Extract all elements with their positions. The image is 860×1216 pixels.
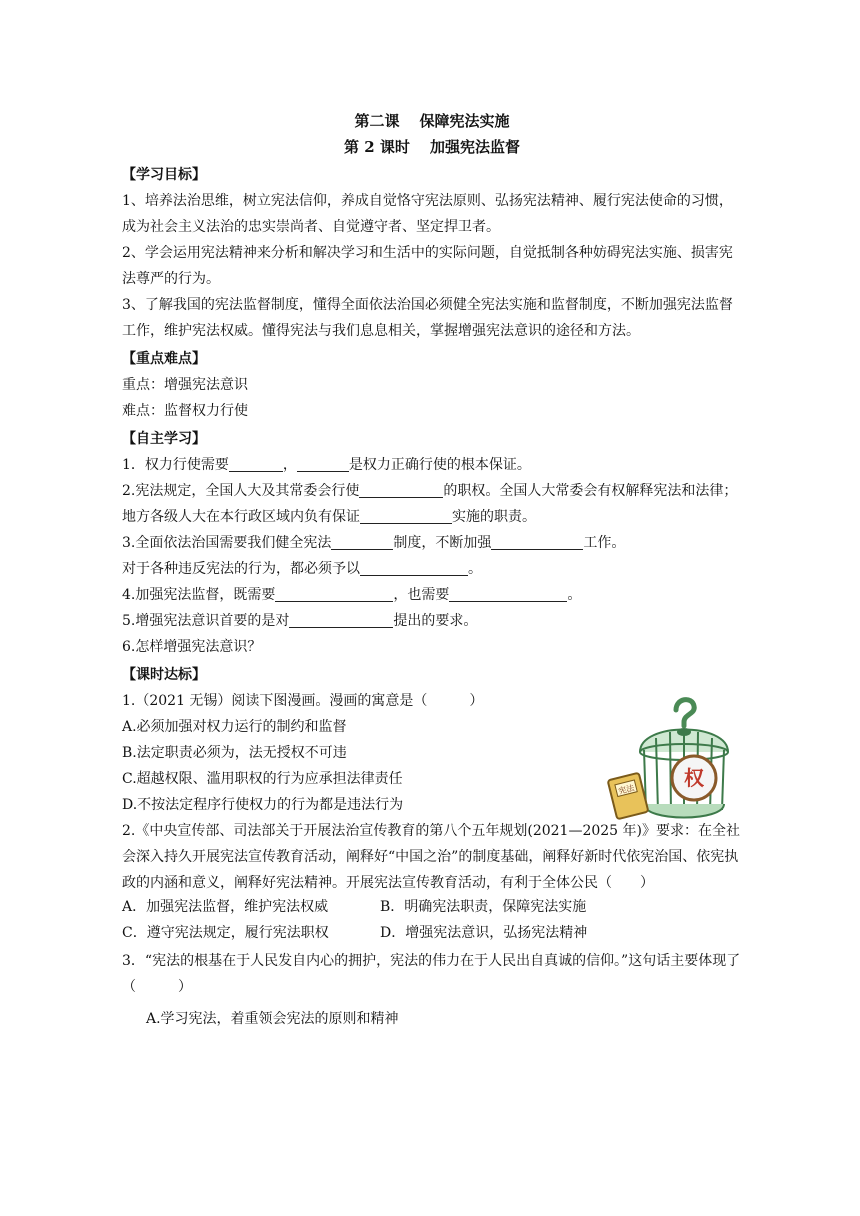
option-a: A.学习宪法，着重领会宪法的原则和精神 — [146, 1011, 399, 1027]
option-d: D．增强宪法意识，弘扬宪法精神 — [380, 925, 588, 941]
cage-book-text: 宪法 — [617, 783, 636, 796]
period-title-b: 加强宪法监督 — [429, 138, 520, 156]
answer-blank[interactable] — [491, 533, 583, 550]
keypoints-heading: 【重点难点】 — [122, 351, 206, 367]
period-title-a: 第 2 课时 — [344, 138, 410, 156]
practice-q2 — [122, 818, 742, 942]
birdcage-cartoon-icon — [588, 692, 738, 822]
question-stem: 2.《中央宣传部、司法部关于开展法治宣传教育的第八个五年规划(2021—2025 年)》要求：在全社会深入持久开展宪法宣传教育活动，阐释好“中国之治”的制度基础，阐释好新时代依宪治国、依宪执政的内涵和意义，阐释好宪法精神。开展宪法宣传教育活动，有利于全体公民（ ） — [122, 823, 740, 891]
answer-blank[interactable] — [360, 559, 468, 576]
answer-blank[interactable] — [360, 507, 452, 524]
goal-item: 3、了解我国的宪法监督制度，懂得全面依法治国必须健全宪法实施和监督制度，不断加强宪法监督工作，维护宪法权威。懂得宪法与我们息息相关，掌握增强宪法意识的途径和方法。 — [122, 297, 733, 339]
option-d: D.不按法定程序行使权力的行为都是违法行为 — [122, 797, 404, 813]
option-row — [122, 896, 742, 916]
answer-blank[interactable] — [289, 611, 393, 628]
answer-blank[interactable] — [297, 455, 349, 472]
option-a: A．加强宪法监督，维护宪法权威 — [122, 899, 329, 915]
option-c: C.超越权限、滥用职权的行为应承担法律责任 — [122, 771, 403, 787]
answer-blank[interactable] — [229, 455, 283, 472]
goal-item: 1、培养法治思维，树立宪法信仰，养成自觉恪守宪法原则、弘扬宪法精神、履行宪法使命的习惯，成为社会主义法治的忠实崇尚者、自觉遵守者、坚定捍卫者。 — [122, 193, 733, 235]
option-b: B．明确宪法职责，保障宪法实施 — [380, 899, 587, 915]
focus-point: 重点：增强宪法意识 — [122, 377, 248, 393]
practice-q1 — [122, 688, 742, 818]
answer-blank[interactable] — [449, 585, 567, 602]
self-study-q4: 4.加强宪法监督，既需要 ，也需要 。 — [122, 587, 582, 603]
goal-item: 2、学会运用宪法精神来分析和解决学习和生活中的实际问题，自觉抵制各种妨碍宪法实施、损害宪法尊严的行为。 — [122, 245, 733, 287]
self-study-q2: 2.宪法规定，全国人大及其常委会行使 的职权。全国人大常委会有权解释宪法和法律；地方各级人大在本行政区域内负有保证 实施的职责。 — [122, 483, 738, 525]
option-row — [122, 922, 742, 942]
question-stem: 1.（2021 无锡）阅读下图漫画。漫画的寓意是（ ） — [122, 693, 484, 709]
lesson-title-a: 第二课 — [354, 112, 400, 130]
answer-blank[interactable] — [331, 533, 393, 550]
practice-q3 — [122, 948, 742, 1032]
self-study-q3-cont: 对于各种违反宪法的行为，都必须予以 。 — [122, 561, 482, 577]
period-title — [122, 134, 742, 160]
document-content — [122, 108, 742, 1032]
difficulty-point: 难点：监督权力行使 — [122, 403, 248, 419]
self-study-q5: 5.增强宪法意识首要的是对 提出的要求。 — [122, 613, 478, 629]
practice-heading: 【课时达标】 — [122, 667, 206, 683]
answer-blank[interactable] — [275, 585, 393, 602]
answer-blank[interactable] — [359, 481, 443, 498]
option-c: C．遵守宪法规定，履行宪法职权 — [122, 925, 329, 941]
lesson-title — [122, 108, 742, 134]
self-study-q6: 6.怎样增强宪法意识？ — [122, 639, 262, 655]
cage-sign-text: 权 — [684, 766, 704, 790]
self-study-q1: 1．权力行使需要 ， 是权力正确行使的根本保证。 — [122, 457, 531, 473]
self-study-q3: 3.全面依法治国需要我们健全宪法 制度，不断加强 工作。 — [122, 535, 626, 551]
option-b: B.法定职责必须为，法无授权不可违 — [122, 745, 347, 761]
goals-heading: 【学习目标】 — [122, 167, 206, 183]
option-a: A.必须加强对权力运行的制约和监督 — [122, 719, 347, 735]
lesson-title-b: 保障宪法实施 — [419, 112, 510, 130]
self-study-heading: 【自主学习】 — [122, 431, 206, 447]
question-stem: 3．“宪法的根基在于人民发自内心的拥护，宪法的伟力在于人民出自真诚的信仰。”这句话主要体现了（ ） — [122, 953, 741, 995]
